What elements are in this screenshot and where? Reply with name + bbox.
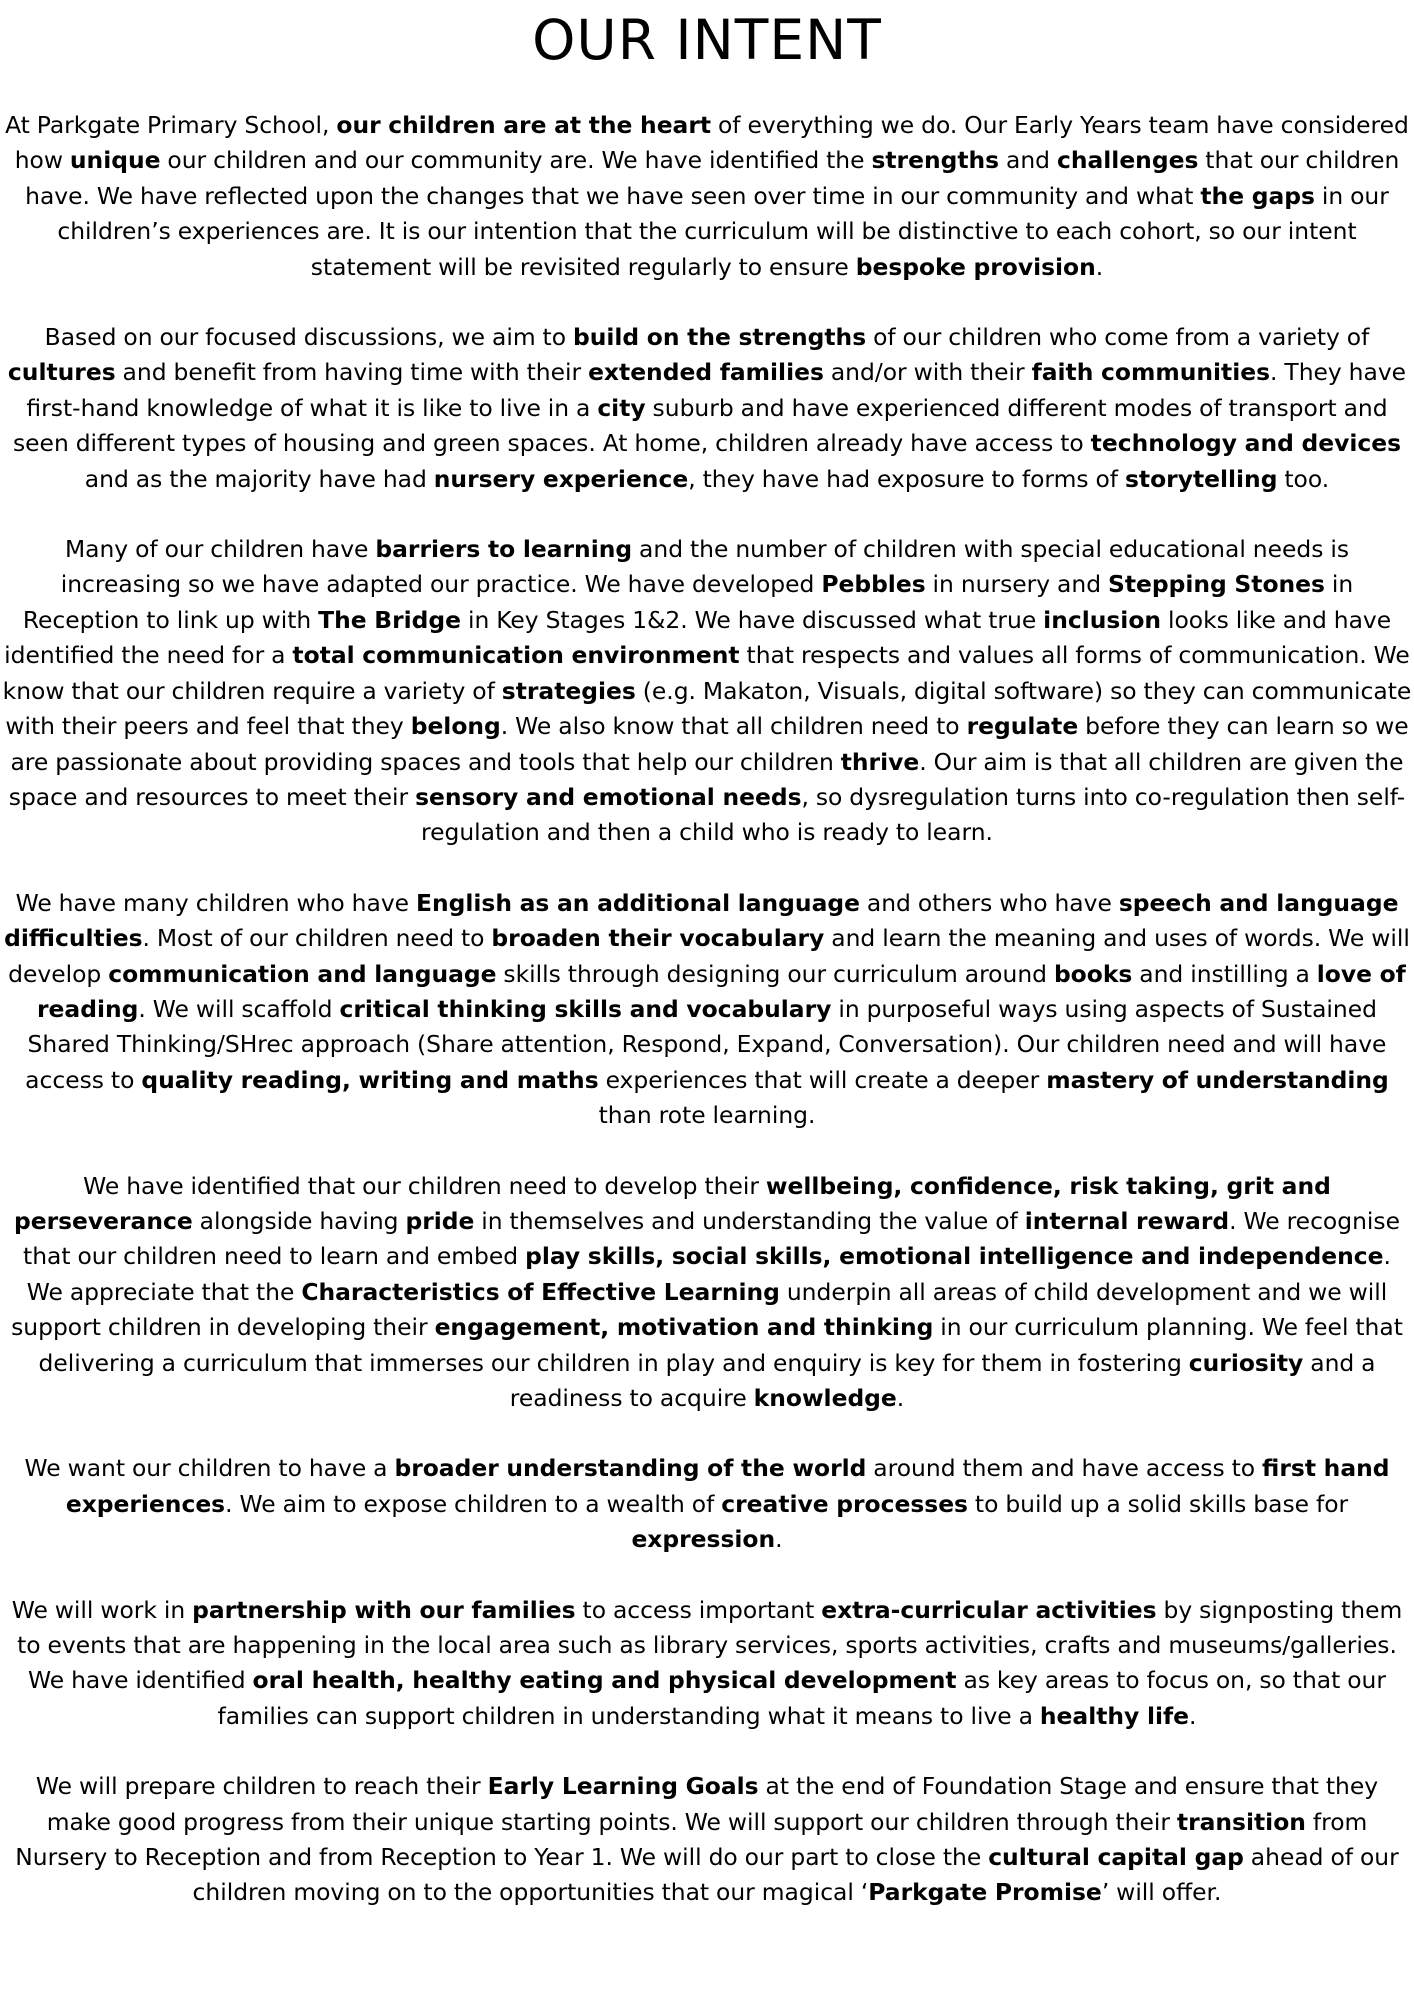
page-title: OUR INTENT <box>532 8 882 72</box>
body-text: Based on our focused discussions, we aim to <box>44 323 573 352</box>
emphasis-text: pride <box>405 1206 475 1235</box>
emphasis-text: cultural capital gap <box>988 1843 1244 1872</box>
body-text: Many of our children have <box>64 535 376 564</box>
emphasis-text: The Bridge <box>318 605 462 634</box>
emphasis-text: creative processes <box>721 1489 968 1518</box>
emphasis-text: build on the strengths <box>572 323 867 352</box>
body-text: We will prepare children to reach their <box>35 1772 488 1801</box>
emphasis-text: the gaps <box>1200 181 1315 210</box>
emphasis-text: regulate <box>966 712 1079 741</box>
body-text: At Parkgate Primary School, <box>5 111 337 139</box>
body-text: , so dysregulation turns into co-regulation then self-regulation and then a child who is ready to learn. <box>421 782 1406 847</box>
emphasis-text: books <box>1053 959 1133 988</box>
emphasis-text: English as an additional language <box>416 888 860 917</box>
body-text: . <box>1095 252 1104 281</box>
body-text: and the number of children with special educational needs is increasing so we have adapted our practice. We have developed <box>60 535 1350 599</box>
emphasis-text: curiosity <box>1188 1348 1304 1377</box>
emphasis-text: communication and language <box>108 959 497 988</box>
intent-paragraph-8 <box>2 1769 1412 1911</box>
body-text: skills through designing our curriculum around <box>496 959 1054 988</box>
emphasis-text: Pebbles <box>821 570 926 599</box>
body-text: in purposeful ways using aspects of Sustained Shared Thinking/SHrec approach (Share attention, Respond, Expand, Conversation). Our children need and will have access to <box>25 994 1387 1094</box>
body-text: suburb and have experienced different modes of transport and seen different types of housing and green spaces. At home, children already have access to <box>12 393 1388 458</box>
emphasis-text: broaden their vocabulary <box>491 924 825 953</box>
emphasis-text: extended families <box>588 358 824 387</box>
body-text: and learn the meaning and uses of words. We will develop <box>8 924 1410 988</box>
body-text: ahead of our children moving on to the opportunities that our magical ‘ <box>192 1843 1399 1907</box>
body-text: in Key Stages 1&2. We have discussed what true <box>461 605 1044 634</box>
intent-paragraph-3 <box>2 532 1412 851</box>
body-text: in nursery and <box>925 570 1108 599</box>
emphasis-text: wellbeing, confidence, risk taking, grit and perseverance <box>13 1171 1331 1235</box>
emphasis-text: barriers to learning <box>375 535 633 564</box>
body-text: . <box>896 1384 905 1412</box>
emphasis-text: critical thinking skills and vocabulary <box>339 994 832 1023</box>
intent-paragraph-7 <box>2 1593 1412 1735</box>
emphasis-text: city <box>597 393 646 422</box>
body-text: around them and have access to <box>866 1454 1263 1483</box>
emphasis-text: cultures <box>7 358 116 387</box>
body-text: from Nursery to Reception and from Reception to Year 1. We will do our part to close the <box>15 1807 1368 1872</box>
emphasis-text: Parkgate Promise <box>868 1878 1102 1907</box>
emphasis-text: strengths <box>871 146 1000 175</box>
emphasis-text: Early Learning Goals <box>487 1772 759 1801</box>
body-text: . We appreciate that the <box>26 1242 1391 1306</box>
emphasis-text: engagement, motivation and thinking <box>434 1313 934 1342</box>
body-text: alongside having <box>192 1206 406 1235</box>
emphasis-text: mastery of understanding <box>1046 1065 1389 1094</box>
body-text: looks like and have identified the need for a <box>4 605 1392 670</box>
body-text: and instilling a <box>1132 959 1317 988</box>
body-text: and a readiness to acquire <box>509 1348 1376 1412</box>
body-text: and benefit from having time with their <box>115 358 589 387</box>
body-text: ’ will offer. <box>1101 1878 1222 1907</box>
body-text: that respects and values all forms of communication. We know that our children require a variety of <box>2 641 1410 705</box>
emphasis-text: storytelling <box>1124 464 1278 493</box>
emphasis-text: inclusion <box>1043 605 1162 634</box>
body-text: that our children have. We have reflected upon the changes that we have seen over time in our community and what <box>25 146 1400 210</box>
body-text: , they have had exposure to forms of <box>688 464 1125 493</box>
emphasis-text: our children are at the heart <box>336 111 712 139</box>
body-text: of everything we do. Our Early Years team have considered how <box>14 111 1409 175</box>
body-text: . <box>775 1525 783 1554</box>
body-text: We want our children to have a <box>24 1454 395 1483</box>
body-text: . They have first-hand knowledge of what it is like to live in a <box>26 358 1407 422</box>
emphasis-text: broader understanding of the world <box>394 1454 867 1483</box>
emphasis-text: extra-curricular activities <box>821 1595 1157 1624</box>
emphasis-text: strategies <box>501 676 636 705</box>
body-text: in our curriculum planning. We feel that delivering a curriculum that immerses our children in play and enquiry is key for them in fostering <box>38 1313 1403 1377</box>
body-text: and others who have <box>859 888 1119 917</box>
emphasis-text: quality reading, writing and maths <box>141 1065 599 1094</box>
emphasis-text: internal reward <box>1024 1206 1230 1235</box>
intent-paragraph-4 <box>2 886 1412 1134</box>
body-text: . We aim to expose children to a wealth of <box>225 1489 722 1518</box>
emphasis-text: partnership with our families <box>192 1595 576 1624</box>
emphasis-text: bespoke provision <box>855 252 1096 281</box>
body-text: We will work in <box>11 1595 193 1624</box>
intent-paragraph-5 <box>2 1169 1412 1417</box>
body-text: . Our aim is that all children are given the space and resources to meet their <box>8 747 1404 811</box>
emphasis-text: Stepping Stones <box>1108 570 1325 599</box>
body-text: in themselves and understanding the value of <box>474 1206 1025 1235</box>
body-text: . We recognise that our children need to learn and embed <box>23 1206 1400 1271</box>
body-text: in Reception to link up with <box>22 570 1354 634</box>
emphasis-text: transition <box>1176 1807 1306 1836</box>
body-text: We have many children who have <box>15 888 417 917</box>
body-text: and <box>999 146 1057 175</box>
body-text: . We also know that all children need to <box>500 712 967 741</box>
emphasis-text: love of reading <box>37 959 1406 1023</box>
emphasis-text: oral health, healthy eating and physical development <box>252 1666 957 1695</box>
body-text: . We will scaffold <box>138 994 340 1023</box>
body-text: experiences that will create a deeper <box>598 1065 1047 1094</box>
emphasis-text: challenges <box>1056 146 1199 175</box>
emphasis-text: technology and devices <box>1090 429 1402 458</box>
emphasis-text: belong <box>410 712 501 741</box>
body-text: before they can learn so we are passionate about providing spaces and tools that help our children <box>10 712 1409 776</box>
body-text: of our children who come from a variety of <box>866 323 1370 352</box>
emphasis-text: faith communities <box>1031 358 1271 387</box>
intent-paragraph-2 <box>2 320 1412 497</box>
emphasis-text: nursery experience <box>433 464 689 493</box>
body-text: underpin all areas of child development and we will support children in developing their <box>11 1277 1388 1342</box>
body-text: at the end of Foundation Stage and ensure that they make good progress from their unique starting points. We will support our children through their <box>46 1772 1379 1836</box>
emphasis-text: first hand experiences <box>65 1454 1390 1518</box>
emphasis-text: total communication environment <box>292 641 740 670</box>
intent-paragraph-6 <box>2 1451 1412 1557</box>
body-text: . <box>1189 1701 1197 1730</box>
body-text: and as the majority have had <box>84 464 434 493</box>
body-text: by signposting them to events that are happening in the local area such as library services, sports activities, crafts and museums/galleries. We have identified <box>17 1595 1403 1695</box>
intent-paragraph-1 <box>2 108 1412 285</box>
intent-body <box>2 108 1412 1911</box>
emphasis-text: Characteristics of Effective Learning <box>301 1277 780 1306</box>
body-text: . Most of our children need to <box>142 924 492 953</box>
emphasis-text: knowledge <box>753 1384 897 1412</box>
emphasis-text: thrive <box>840 747 920 776</box>
body-text: We have identified that our children need to develop their <box>83 1171 766 1200</box>
body-text: as key areas to focus on, so that our families can support children in understanding what it means to live a <box>217 1666 1386 1730</box>
emphasis-text: healthy life <box>1039 1701 1190 1730</box>
emphasis-text: sensory and emotional needs <box>415 782 802 811</box>
body-text: (e.g. Makaton, Visuals, digital software) so they can communicate with their peers and feel that they <box>5 676 1412 741</box>
emphasis-text: expression <box>631 1525 776 1554</box>
emphasis-text: speech and language difficulties <box>4 888 1399 953</box>
body-text: than rote learning. <box>598 1101 816 1130</box>
emphasis-text: play skills, social skills, emotional intelligence and independence <box>525 1242 1384 1271</box>
body-text: too. <box>1277 464 1330 493</box>
body-text: to access important <box>575 1595 822 1624</box>
body-text: our children and our community are. We have identified the <box>160 146 872 175</box>
body-text: to build up a solid skills base for <box>967 1489 1349 1518</box>
body-text: and/or with their <box>823 358 1032 387</box>
body-text: in our children’s experiences are. It is our intention that the curriculum will be distinctive to each cohort, so our intent statement will be revisited regularly to ensure <box>57 181 1389 281</box>
emphasis-text: unique <box>69 146 161 175</box>
